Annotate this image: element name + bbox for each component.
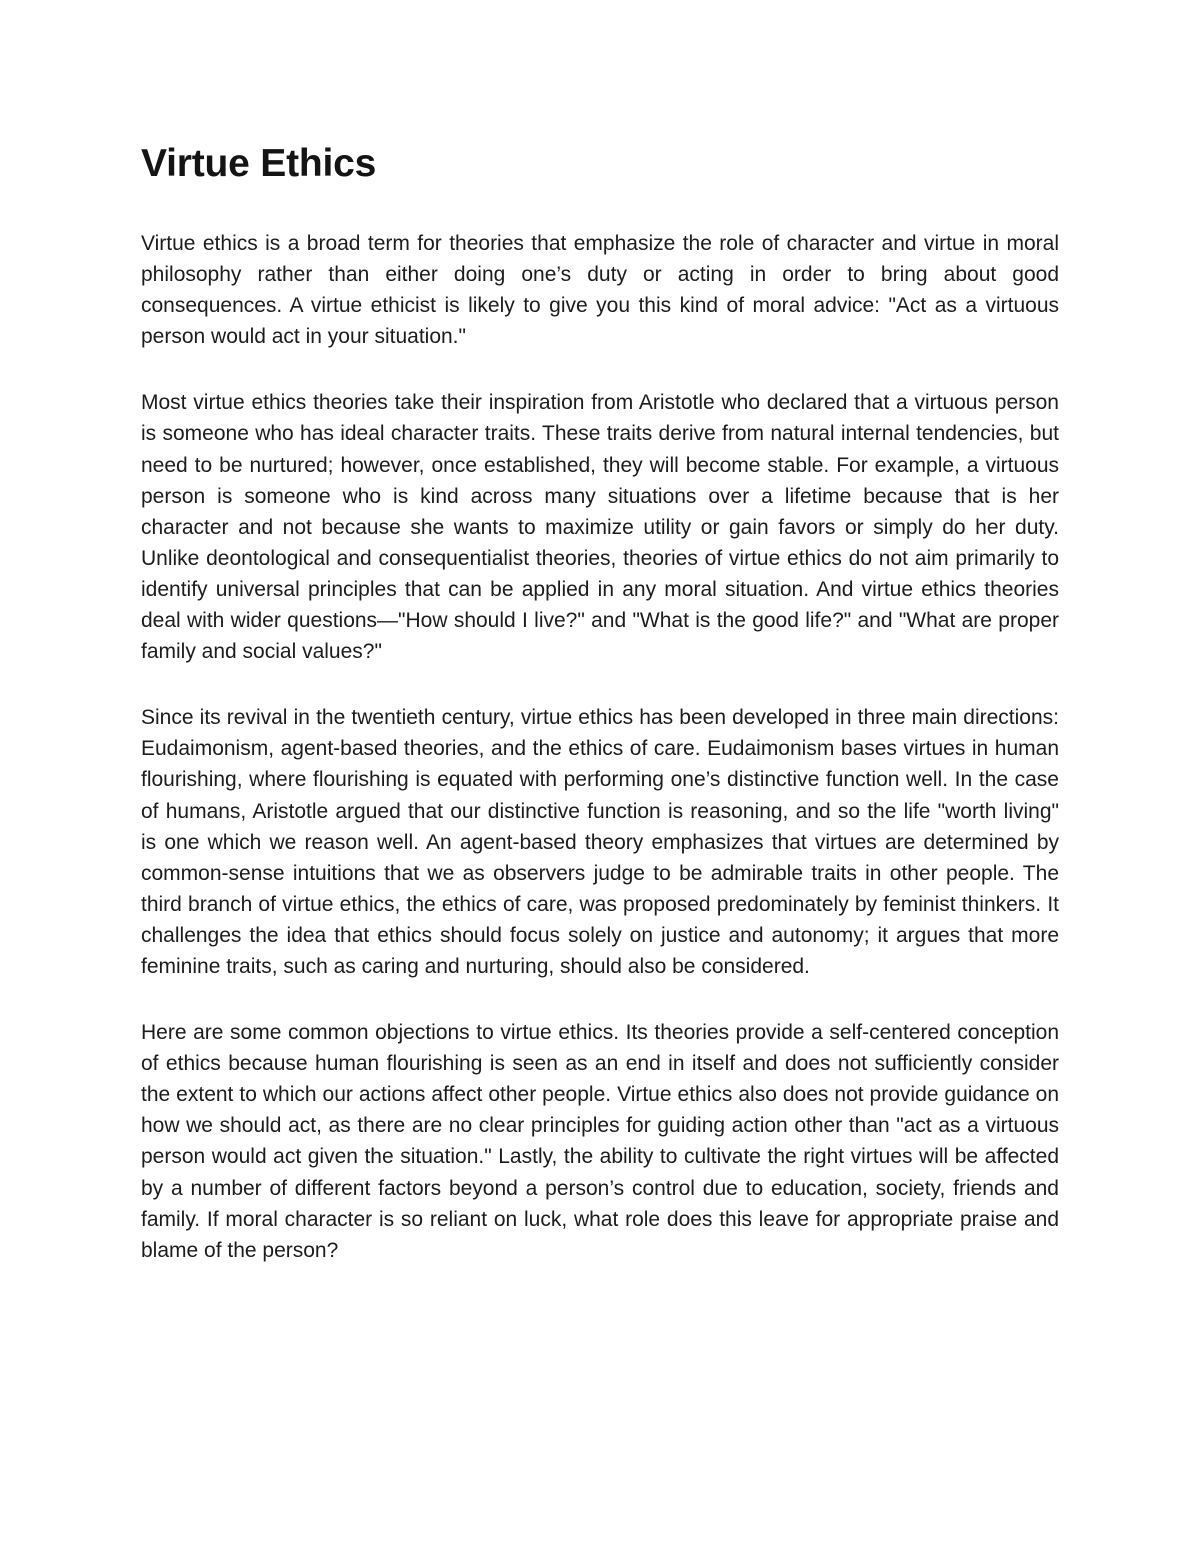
document-page bbox=[141, 138, 1059, 1301]
page-title: Virtue Ethics bbox=[141, 142, 377, 185]
paragraph-aristotle: Most virtue ethics theories take their inspiration from Aristotle who declared that a virtuous person is someone who has ideal character traits. These traits derive from natural internal tendencies, but need to be nurtured; however, once established, they will become stable. For example, a virtuous person is someone who is kind across many situations over a lifetime because that is her character and not because she wants to maximize utility or gain favors or simply do her duty. Unlike deontological and consequentialist theories, theories of virtue ethics do not aim primarily to identify universal principles that can be applied in any moral situation. And virtue ethics theories deal with wider questions—"How should I live?" and "What is the good life?" and "What are proper family and social values?" bbox=[141, 391, 1059, 664]
paragraph-directions: Since its revival in the twentieth century, virtue ethics has been developed in three main directions: Eudaimonism, agent-based theories, and the ethics of care. Eudaimonism bases virtues in human flourishing, where flourishing is equated with performing one’s distinctive function well. In the case of humans, Aristotle argued that our distinctive function is reasoning, and so the life "worth living" is one which we reason well. An agent-based theory emphasizes that virtues are determined by common-sense intuitions that we as observers judge to be admirable traits in other people. The third branch of virtue ethics, the ethics of care, was proposed predominately by feminist thinkers. It challenges the idea that ethics should focus solely on justice and autonomy; it argues that more feminine traits, such as caring and nurturing, should also be considered. bbox=[141, 706, 1059, 978]
paragraph-objections: Here are some common objections to virtue ethics. Its theories provide a self-centered conception of ethics because human flourishing is seen as an end in itself and does not sufficiently consider the extent to which our actions affect other people. Virtue ethics also does not provide guidance on how we should act, as there are no clear principles for guiding action other than "act as a virtuous person would act given the situation." Lastly, the ability to cultivate the right virtues will be affected by a number of different factors beyond a person’s control due to education, society, friends and family. If moral character is so reliant on luck, what role does this leave for appropriate praise and blame of the person? bbox=[141, 1021, 1059, 1262]
paragraph-definition: Virtue ethics is a broad term for theories that emphasize the role of character and virtue in moral philosophy rather than either doing one’s duty or acting in order to bring about good consequences. A virtue ethicist is likely to give you this kind of moral advice: "Act as a virtuous person would act in your situation." bbox=[141, 232, 1059, 349]
